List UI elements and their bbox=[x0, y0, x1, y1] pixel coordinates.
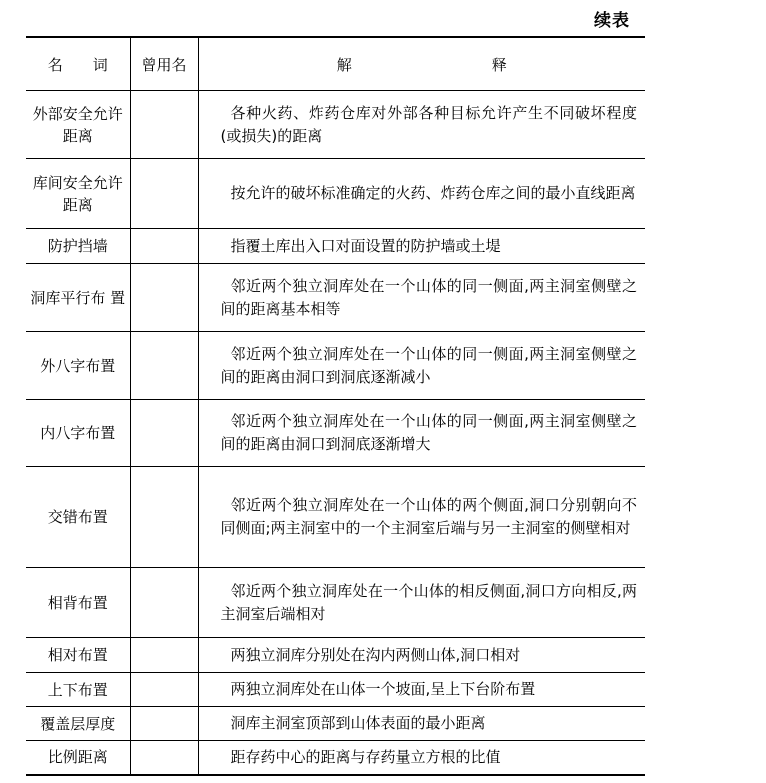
table-row bbox=[26, 264, 645, 332]
explanation-cell: 邻近两个独立洞库处在一个山体的同一侧面,两主洞室侧壁之间的距离基本相等 bbox=[198, 264, 645, 332]
alias-cell bbox=[130, 707, 198, 741]
alias-cell bbox=[130, 91, 198, 159]
term-cell: 外八字布置 bbox=[26, 332, 130, 400]
explanation-cell: 按允许的破坏标准确定的火药、炸药仓库之间的最小直线距离 bbox=[198, 159, 645, 229]
header-row bbox=[26, 37, 645, 91]
header-explanation: 解释 bbox=[198, 37, 645, 91]
explanation-cell: 邻近两个独立洞库处在一个山体的两个侧面,洞口分别朝向不同侧面;两主洞室中的一个主洞室后端与另一主洞室的侧壁相对 bbox=[198, 467, 645, 568]
term-cell: 内八字布置 bbox=[26, 400, 130, 467]
table-row bbox=[26, 638, 645, 673]
table-row bbox=[26, 332, 645, 400]
header-term: 名词 bbox=[26, 37, 130, 91]
explanation-cell: 两独立洞库分别处在沟内两侧山体,洞口相对 bbox=[198, 638, 645, 673]
alias-cell bbox=[130, 264, 198, 332]
alias-cell bbox=[130, 229, 198, 264]
term-cell: 相背布置 bbox=[26, 568, 130, 638]
alias-cell bbox=[130, 568, 198, 638]
alias-cell bbox=[130, 741, 198, 775]
explanation-cell: 邻近两个独立洞库处在一个山体的相反侧面,洞口方向相反,两主洞室后端相对 bbox=[198, 568, 645, 638]
table-row bbox=[26, 707, 645, 741]
table-caption: 续表 bbox=[594, 11, 630, 31]
alias-cell bbox=[130, 400, 198, 467]
explanation-cell: 各种火药、炸药仓库对外部各种目标允许产生不同破坏程度(或损失)的距离 bbox=[198, 91, 645, 159]
term-cell: 洞库平行布 置 bbox=[26, 264, 130, 332]
term-cell: 相对布置 bbox=[26, 638, 130, 673]
term-cell: 库间安全允许距离 bbox=[26, 159, 130, 229]
term-cell: 覆盖层厚度 bbox=[26, 707, 130, 741]
alias-cell bbox=[130, 159, 198, 229]
table-row bbox=[26, 741, 645, 775]
table-row bbox=[26, 568, 645, 638]
table-row bbox=[26, 159, 645, 229]
explanation-cell: 洞库主洞室顶部到山体表面的最小距离 bbox=[198, 707, 645, 741]
explanation-cell: 距存药中心的距离与存药量立方根的比值 bbox=[198, 741, 645, 775]
term-cell: 比例距离 bbox=[26, 741, 130, 775]
explanation-cell: 两独立洞库处在山体一个坡面,呈上下台阶布置 bbox=[198, 673, 645, 707]
term-cell: 上下布置 bbox=[26, 673, 130, 707]
explanation-cell: 邻近两个独立洞库处在一个山体的同一侧面,两主洞室侧壁之间的距离由洞口到洞底逐渐增大 bbox=[198, 400, 645, 467]
table-row bbox=[26, 91, 645, 159]
table-row bbox=[26, 673, 645, 707]
term-cell: 防护挡墙 bbox=[26, 229, 130, 264]
explanation-cell: 指覆土库出入口对面设置的防护墙或土堤 bbox=[198, 229, 645, 264]
alias-cell bbox=[130, 673, 198, 707]
table-row bbox=[26, 467, 645, 568]
alias-cell bbox=[130, 638, 198, 673]
header-alias: 曾用名 bbox=[130, 37, 198, 91]
term-cell: 交错布置 bbox=[26, 467, 130, 568]
alias-cell bbox=[130, 332, 198, 400]
terms-table bbox=[26, 36, 645, 776]
alias-cell bbox=[130, 467, 198, 568]
explanation-cell: 邻近两个独立洞库处在一个山体的同一侧面,两主洞室侧壁之间的距离由洞口到洞底逐渐减小 bbox=[198, 332, 645, 400]
table-row bbox=[26, 229, 645, 264]
term-cell: 外部安全允许距离 bbox=[26, 91, 130, 159]
table-row bbox=[26, 400, 645, 467]
